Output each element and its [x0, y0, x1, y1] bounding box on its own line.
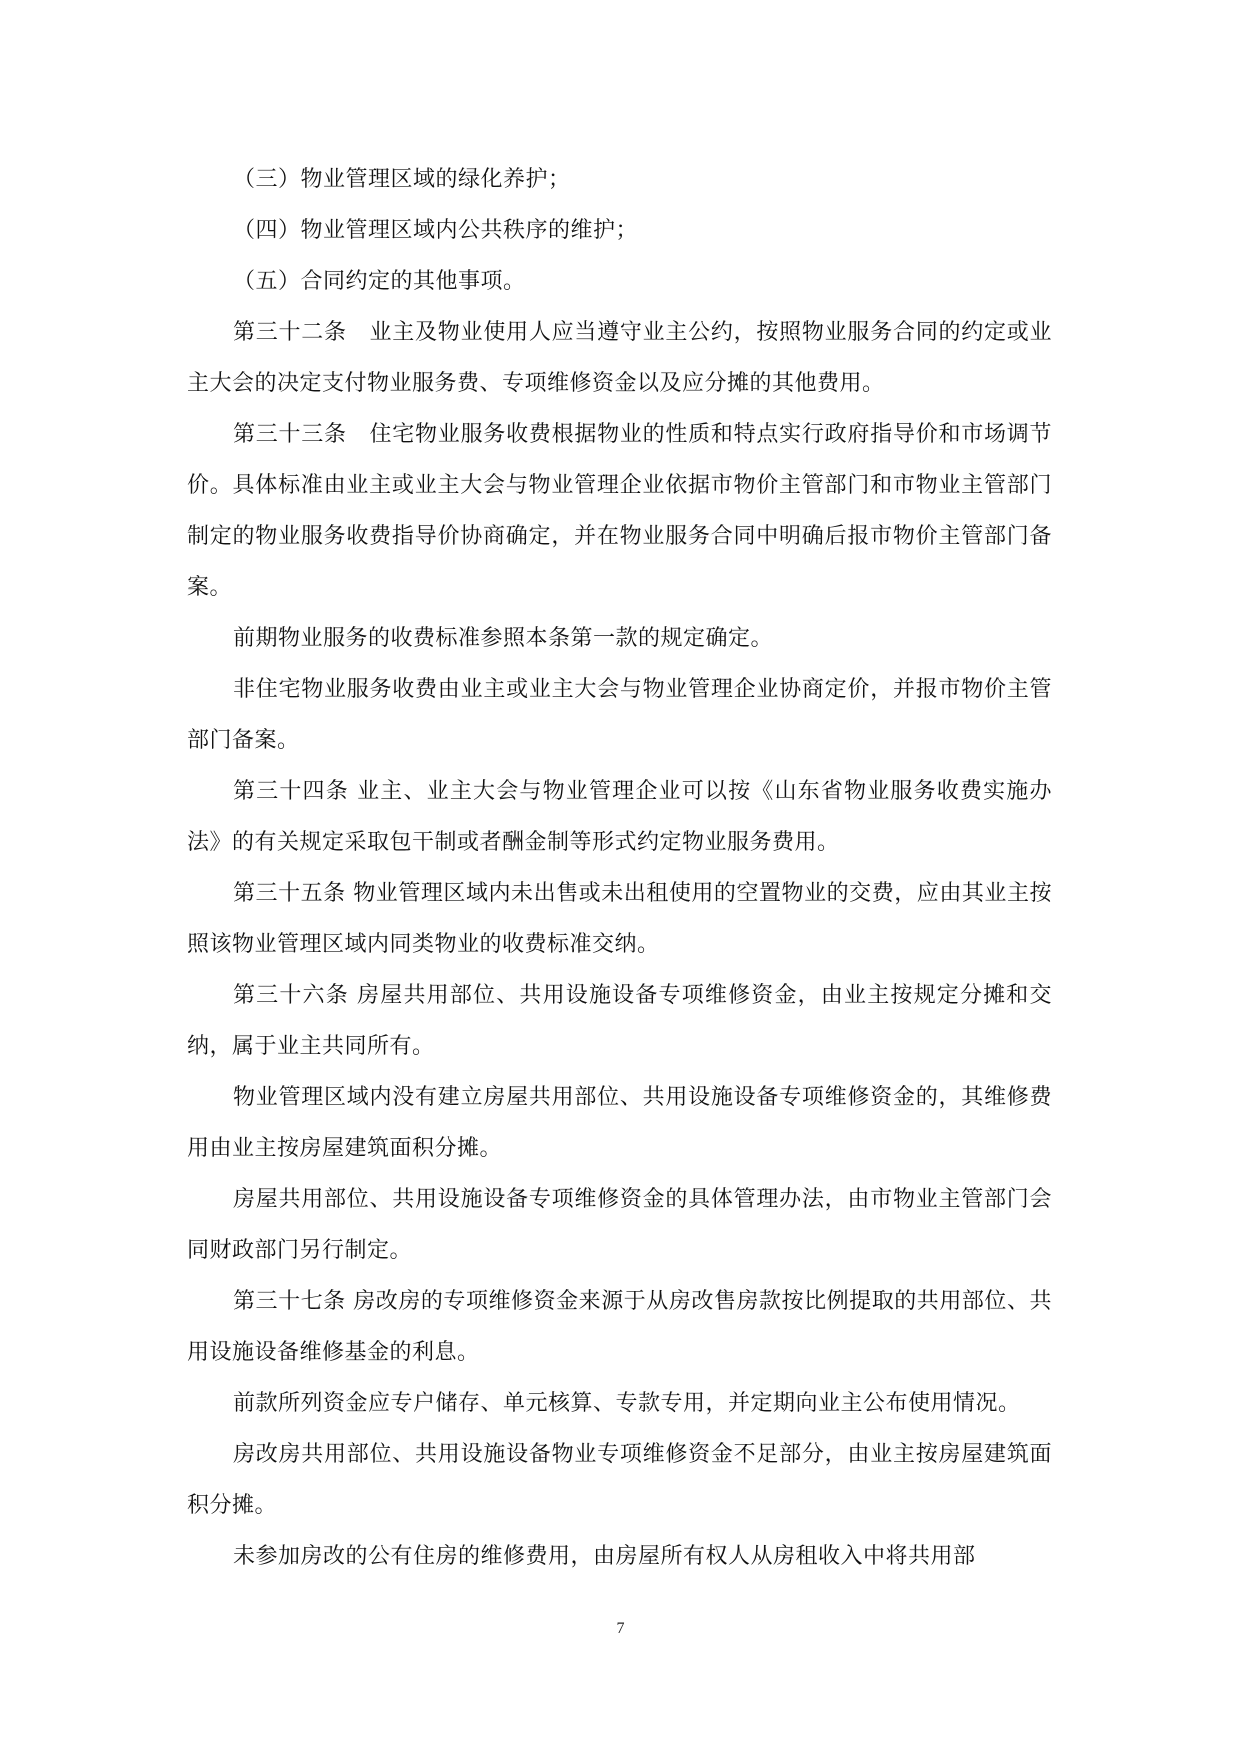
paragraph: 物业管理区域内没有建立房屋共用部位、共用设施设备专项维修资金的，其维修费用由业主按房屋建筑面积分摊。	[187, 1085, 1052, 1161]
paragraph: 非住宅物业服务收费由业主或业主大会与物业管理企业协商定价，并报市物价主管部门备案。	[187, 677, 1052, 753]
page-number: 7	[616, 1620, 625, 1637]
article-33: 第三十三条 住宅物业服务收费根据物业的性质和特点实行政府指导价和市场调节价。具体标准由业主或业主大会与物业管理企业依据市物价主管部门和市物业主管部门制定的物业服务收费指导价协商确定，并在物业服务合同中明确后报市物价主管部门备案。	[187, 422, 1052, 600]
paragraph: （四）物业管理区域内公共秩序的维护；	[233, 218, 639, 243]
article-32: 第三十二条 业主及物业使用人应当遵守业主公约，按照物业服务合同的约定或业主大会的决定支付物业服务费、专项维修资金以及应分摊的其他费用。	[187, 320, 1052, 396]
paragraph: 前款所列资金应专户储存、单元核算、专款专用，并定期向业主公布使用情况。	[233, 1391, 1021, 1416]
article-35: 第三十五条 物业管理区域内未出售或未出租使用的空置物业的交费，应由其业主按照该物业管理区域内同类物业的收费标准交纳。	[187, 881, 1052, 957]
article-36: 第三十六条 房屋共用部位、共用设施设备专项维修资金，由业主按规定分摊和交纳，属于业主共同所有。	[187, 983, 1052, 1059]
paragraph: （三）物业管理区域的绿化养护；	[233, 167, 571, 192]
article-34: 第三十四条 业主、业主大会与物业管理企业可以按《山东省物业服务收费实施办法》的有关规定采取包干制或者酬金制等形式约定物业服务费用。	[187, 779, 1052, 855]
paragraph: 房改房共用部位、共用设施设备物业专项维修资金不足部分，由业主按房屋建筑面积分摊。	[187, 1442, 1052, 1518]
paragraph: 未参加房改的公有住房的维修费用，由房屋所有权人从房租收入中将共用部	[233, 1544, 976, 1569]
document-body	[187, 154, 1052, 1582]
paragraph: 前期物业服务的收费标准参照本条第一款的规定确定。	[233, 626, 774, 651]
paragraph: （五）合同约定的其他事项。	[233, 269, 526, 294]
article-37: 第三十七条 房改房的专项维修资金来源于从房改售房款按比例提取的共用部位、共用设施设备维修基金的利息。	[187, 1289, 1052, 1365]
paragraph: 房屋共用部位、共用设施设备专项维修资金的具体管理办法，由市物业主管部门会同财政部门另行制定。	[187, 1187, 1052, 1263]
